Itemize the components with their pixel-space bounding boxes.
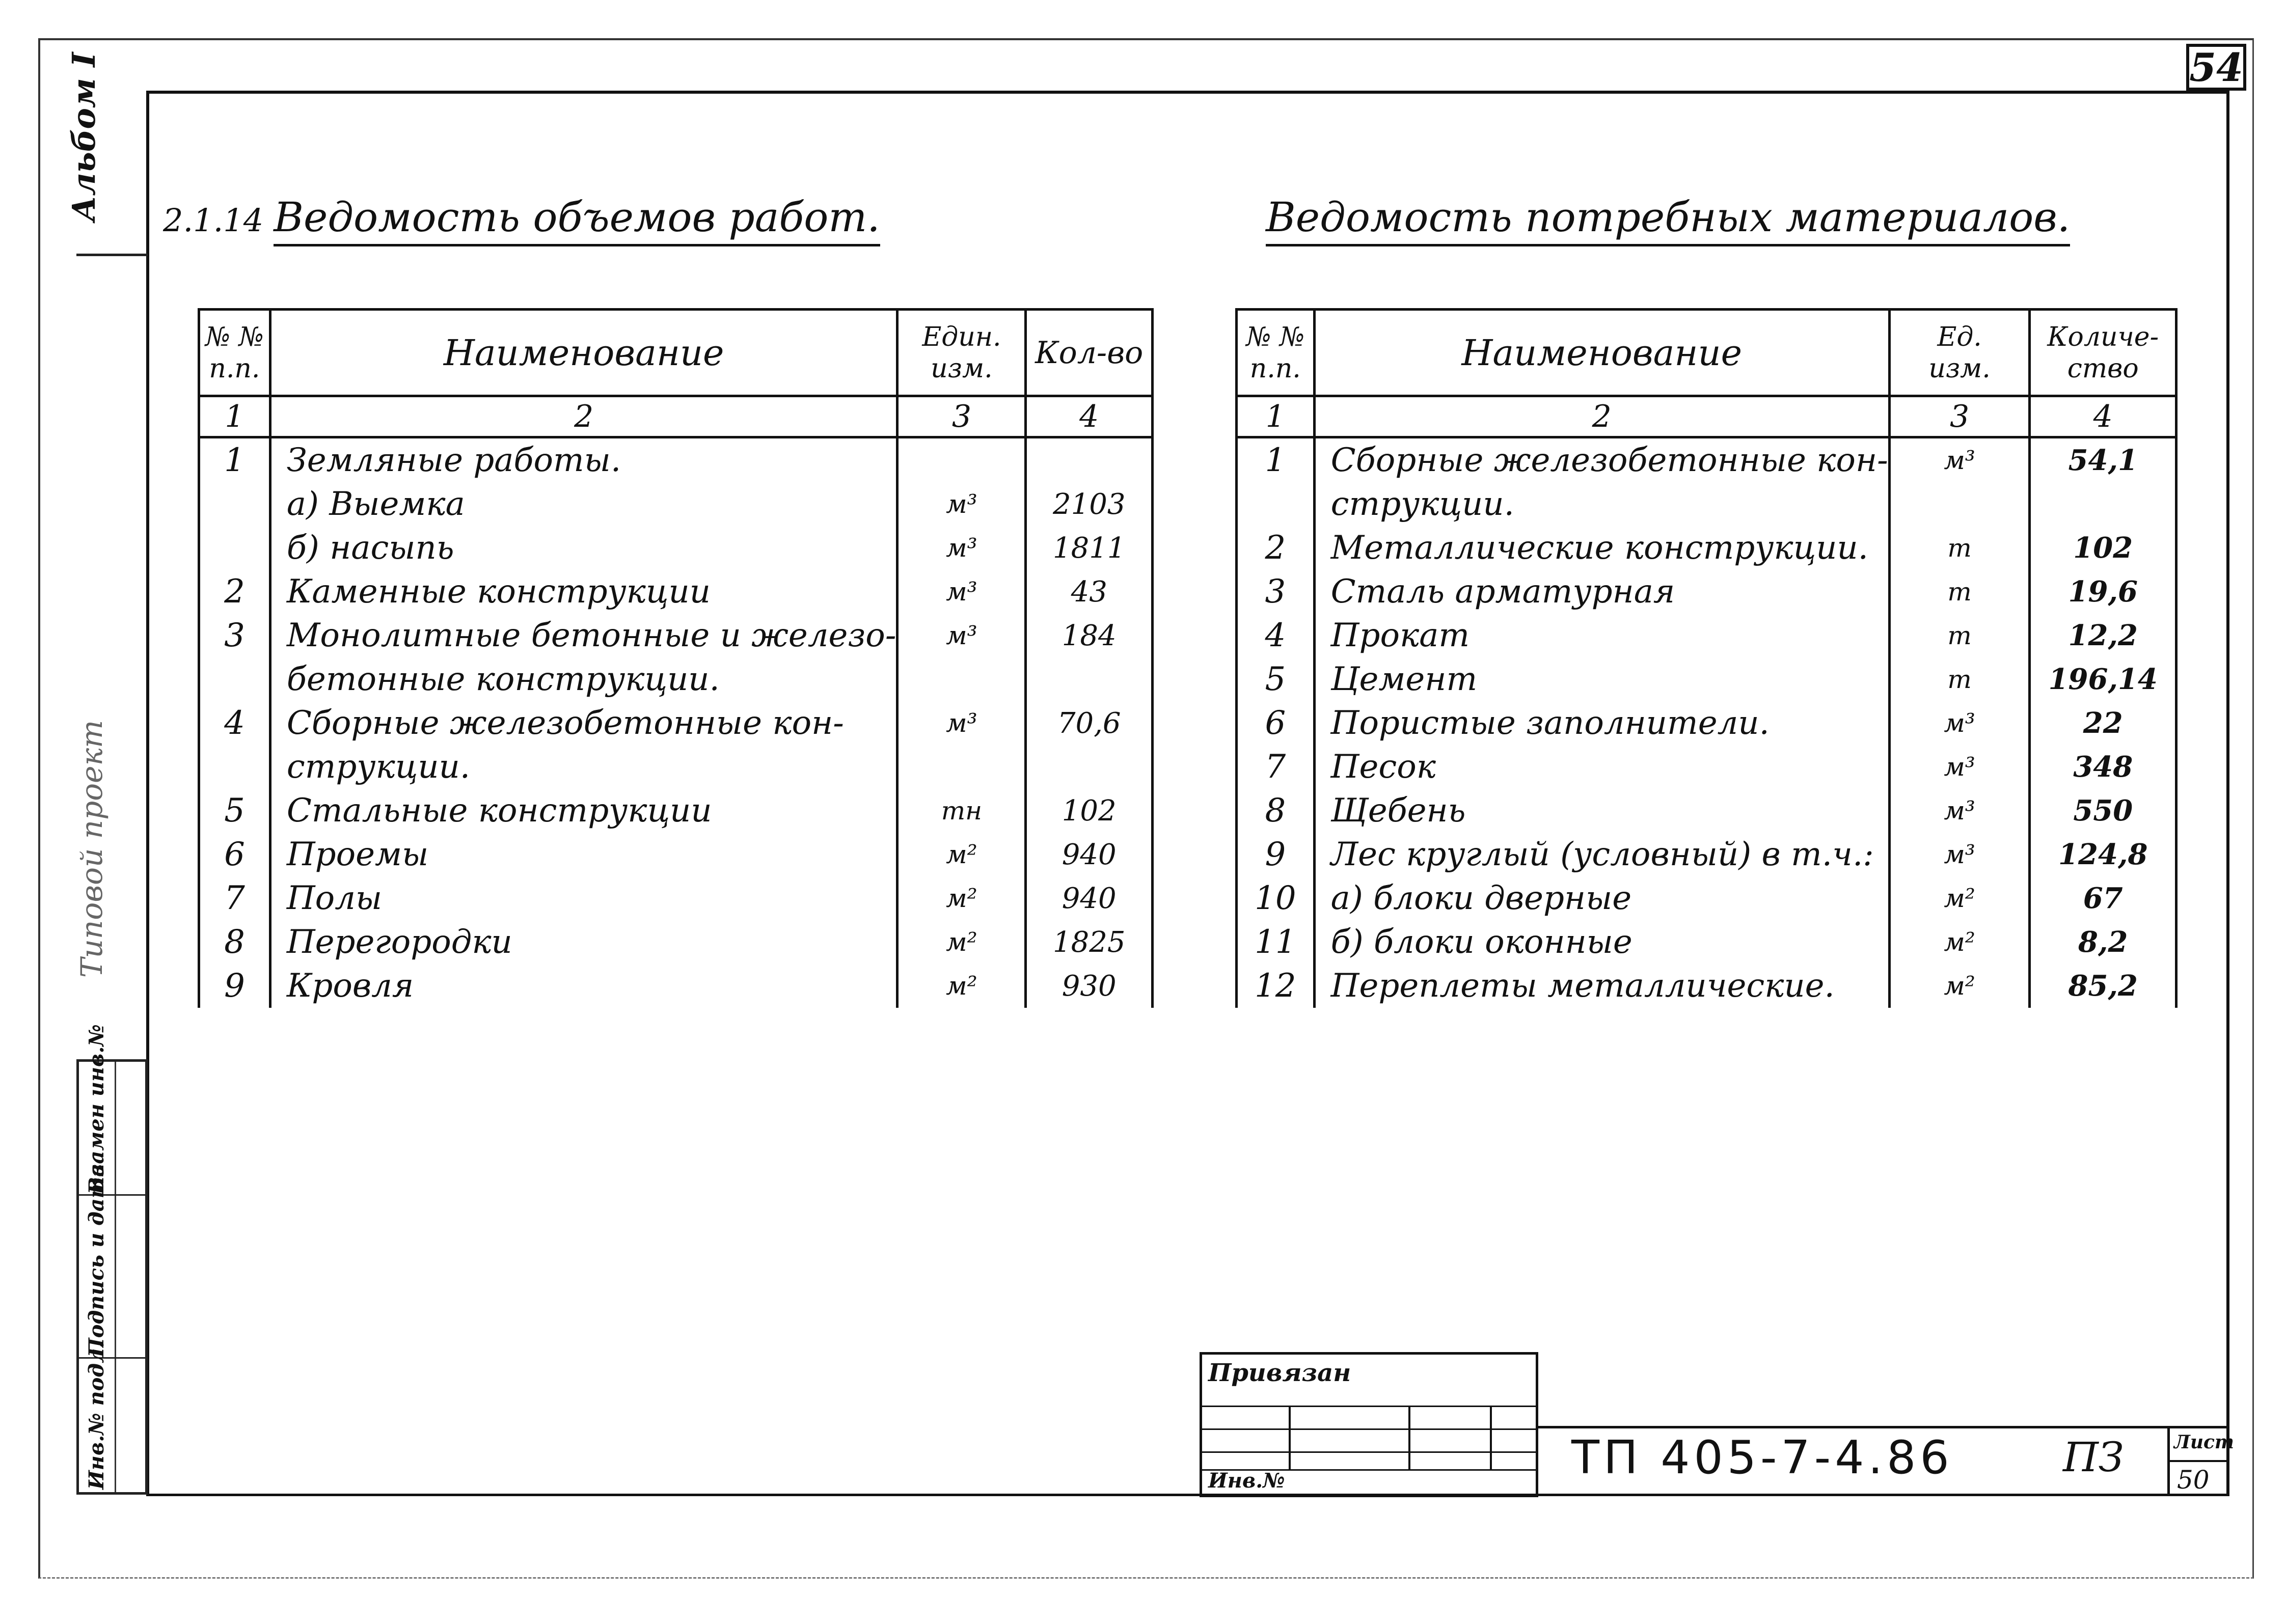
table-row [1237,437,2176,483]
row-quantity: 930 [1026,964,1153,1008]
stamp-line [1289,1406,1291,1469]
row-unit: м³ [897,701,1026,745]
row-unit: м³ [1889,745,2030,789]
col-num: 1 [1237,396,1315,437]
table-row [199,876,1153,920]
row-number: 8 [199,920,270,964]
row-name: б) блоки оконные [1314,920,1889,964]
materials-table [1235,308,2178,1008]
row-number: 2 [1237,526,1315,570]
inv-label: Инв.№ [1208,1469,1285,1493]
table-row [199,964,1153,1008]
materials-title [1266,194,2070,241]
row-quantity [1026,657,1153,701]
row-number [199,526,270,570]
row-quantity: 43 [1026,570,1153,614]
title-block-stamp [1200,1352,1538,1497]
row-number: 11 [1237,920,1315,964]
table-row [199,701,1153,745]
row-quantity [1026,437,1153,483]
row-name: Металлические конструкции. [1314,526,1889,570]
row-name: Цемент [1314,657,1889,701]
column-numbers [1237,396,2176,437]
row-unit [897,745,1026,789]
row-unit: м³ [897,614,1026,657]
row-number: 10 [1237,876,1315,920]
row-name: Переплеты металлические. [1314,964,1889,1008]
row-number: 8 [1237,789,1315,833]
row-number [199,482,270,526]
table-row [199,920,1153,964]
col-num: 2 [1314,396,1889,437]
row-name: Сборные железобетонные кон- [270,701,897,745]
table-row [199,570,1153,614]
table-header [199,310,1153,396]
table-row [1237,789,2176,833]
row-name: Полы [270,876,897,920]
header-unit: Ед. изм. [1889,310,2030,396]
col-num: 3 [897,396,1026,437]
table-row [1237,833,2176,876]
row-number: 1 [199,437,270,483]
works-title-number: 2.1.14 [163,202,264,239]
works-title [163,194,880,241]
strip-divider [76,254,148,256]
title-block-line [1538,1426,2229,1428]
row-unit: м² [897,920,1026,964]
row-quantity [1026,745,1153,789]
row-quantity: 184 [1026,614,1153,657]
row-quantity: 8,2 [2030,920,2176,964]
row-name: а) Выемка [270,482,897,526]
row-number: 7 [199,876,270,920]
row-unit: м² [1889,920,2030,964]
row-number: 6 [199,833,270,876]
row-number [199,745,270,789]
row-name: струкции. [270,745,897,789]
stamp-line [1408,1406,1410,1469]
stamp-line [1490,1406,1492,1469]
row-number: 7 [1237,745,1315,789]
row-number [1237,482,1315,526]
table-row [199,745,1153,789]
row-quantity: 85,2 [2030,964,2176,1008]
row-name: б) насыпь [270,526,897,570]
row-name: Перегородки [270,920,897,964]
row-number: 9 [199,964,270,1008]
row-name: Стальные конструкции [270,789,897,833]
row-name: бетонные конструкции. [270,657,897,701]
row-unit: м² [1889,964,2030,1008]
row-number: 1 [1237,437,1315,483]
table-row [199,526,1153,570]
row-name: Прокат [1314,614,1889,657]
row-number: 4 [199,701,270,745]
row-quantity: 22 [2030,701,2176,745]
row-unit: м² [897,964,1026,1008]
col-num: 2 [270,396,897,437]
typical-project-label: Типовой проект [74,720,109,978]
sheet-label: Лист [2174,1432,2235,1453]
table-row [1237,570,2176,614]
row-unit: м³ [897,570,1026,614]
row-number: 3 [199,614,270,657]
row-number: 6 [1237,701,1315,745]
row-unit [897,437,1026,483]
row-unit: т [1889,614,2030,657]
row-name: Каменные конструкции [270,570,897,614]
row-unit: т [1889,570,2030,614]
row-unit: м² [897,876,1026,920]
table-row [199,657,1153,701]
row-quantity: 19,6 [2030,570,2176,614]
row-name: Щебень [1314,789,1889,833]
sheet-value: 50 [2177,1465,2210,1495]
row-number: 5 [199,789,270,833]
row-quantity: 54,1 [2030,437,2176,483]
row-quantity: 2103 [1026,482,1153,526]
column-numbers [199,396,1153,437]
col-num: 3 [1889,396,2030,437]
row-quantity: 550 [2030,789,2176,833]
row-unit: м³ [897,482,1026,526]
table-row [1237,526,2176,570]
stamp-line [1202,1428,1536,1430]
table-row [1237,482,2176,526]
row-quantity: 67 [2030,876,2176,920]
row-quantity: 70,6 [1026,701,1153,745]
row-number [199,657,270,701]
row-number: 3 [1237,570,1315,614]
stamp-label-inv: Инв.№ подл. [85,1341,108,1490]
row-name: Проемы [270,833,897,876]
row-unit: тн [897,789,1026,833]
row-quantity: 348 [2030,745,2176,789]
row-number: 2 [199,570,270,614]
row-unit: м² [1889,876,2030,920]
col-num: 4 [2030,396,2176,437]
row-number: 4 [1237,614,1315,657]
works-table [198,308,1154,1008]
works-title-text: Ведомость объемов работ. [274,194,880,246]
row-unit [897,657,1026,701]
sheet-number: 54 [2186,44,2246,91]
table-row [1237,920,2176,964]
row-number: 9 [1237,833,1315,876]
row-number: 12 [1237,964,1315,1008]
row-name: Пористые заполнители. [1314,701,1889,745]
table-row [199,482,1153,526]
row-quantity: 12,2 [2030,614,2176,657]
row-name: Монолитные бетонные и железо- [270,614,897,657]
row-quantity: 1825 [1026,920,1153,964]
row-unit: м³ [1889,437,2030,483]
row-name: Земляные работы. [270,437,897,483]
row-unit: м³ [1889,789,2030,833]
row-quantity: 102 [2030,526,2176,570]
attached-label: Привязан [1208,1359,1351,1387]
row-quantity: 940 [1026,876,1153,920]
row-number: 5 [1237,657,1315,701]
row-unit: т [1889,526,2030,570]
header-name: Наименование [270,310,897,396]
document-type: ПЗ [2063,1434,2124,1481]
header-name: Наименование [1314,310,1889,396]
album-label: Альбом I [65,52,102,222]
row-name: а) блоки дверные [1314,876,1889,920]
header-num: № № п.п. [1237,310,1315,396]
row-quantity: 940 [1026,833,1153,876]
stamp-line [1202,1451,1536,1453]
col-num: 4 [1026,396,1153,437]
table-row [1237,657,2176,701]
row-unit: т [1889,657,2030,701]
row-unit: м² [897,833,1026,876]
table-row [1237,614,2176,657]
table-row [199,437,1153,483]
header-unit: Един. изм. [897,310,1026,396]
header-num: № № п.п. [199,310,270,396]
row-name: Сталь арматурная [1314,570,1889,614]
sheet-divider [2170,1460,2229,1462]
row-unit: м³ [1889,701,2030,745]
col-num: 1 [199,396,270,437]
row-quantity: 102 [1026,789,1153,833]
row-unit [1889,482,2030,526]
materials-title-text: Ведомость потребных материалов. [1266,194,2070,246]
approval-stamp [76,1024,148,1495]
table-row [1237,876,2176,920]
table-header [1237,310,2176,396]
table-row [199,833,1153,876]
sheet-box [2167,1428,2235,1496]
row-quantity: 1811 [1026,526,1153,570]
row-name: Лес круглый (условный) в т.ч.: [1314,833,1889,876]
row-unit: м³ [897,526,1026,570]
table-row [199,789,1153,833]
row-name: струкции. [1314,482,1889,526]
row-quantity: 124,8 [2030,833,2176,876]
document-code: ТП 405-7-4.86 [1571,1431,1953,1484]
row-quantity: 196,14 [2030,657,2176,701]
row-quantity [2030,482,2176,526]
stamp-label-signature: Подпись и дата [85,1163,108,1357]
stamp-line [1202,1406,1536,1407]
table-row [1237,745,2176,789]
row-unit: м³ [1889,833,2030,876]
table-row [199,614,1153,657]
row-name: Сборные железобетонные кон- [1314,437,1889,483]
header-qty: Кол-во [1026,310,1153,396]
header-qty: Количе- ство [2030,310,2176,396]
stamp-label-replace: Взамен инв.№ [85,1024,108,1194]
table-row [1237,964,2176,1008]
table-row [1237,701,2176,745]
row-name: Кровля [270,964,897,1008]
row-name: Песок [1314,745,1889,789]
